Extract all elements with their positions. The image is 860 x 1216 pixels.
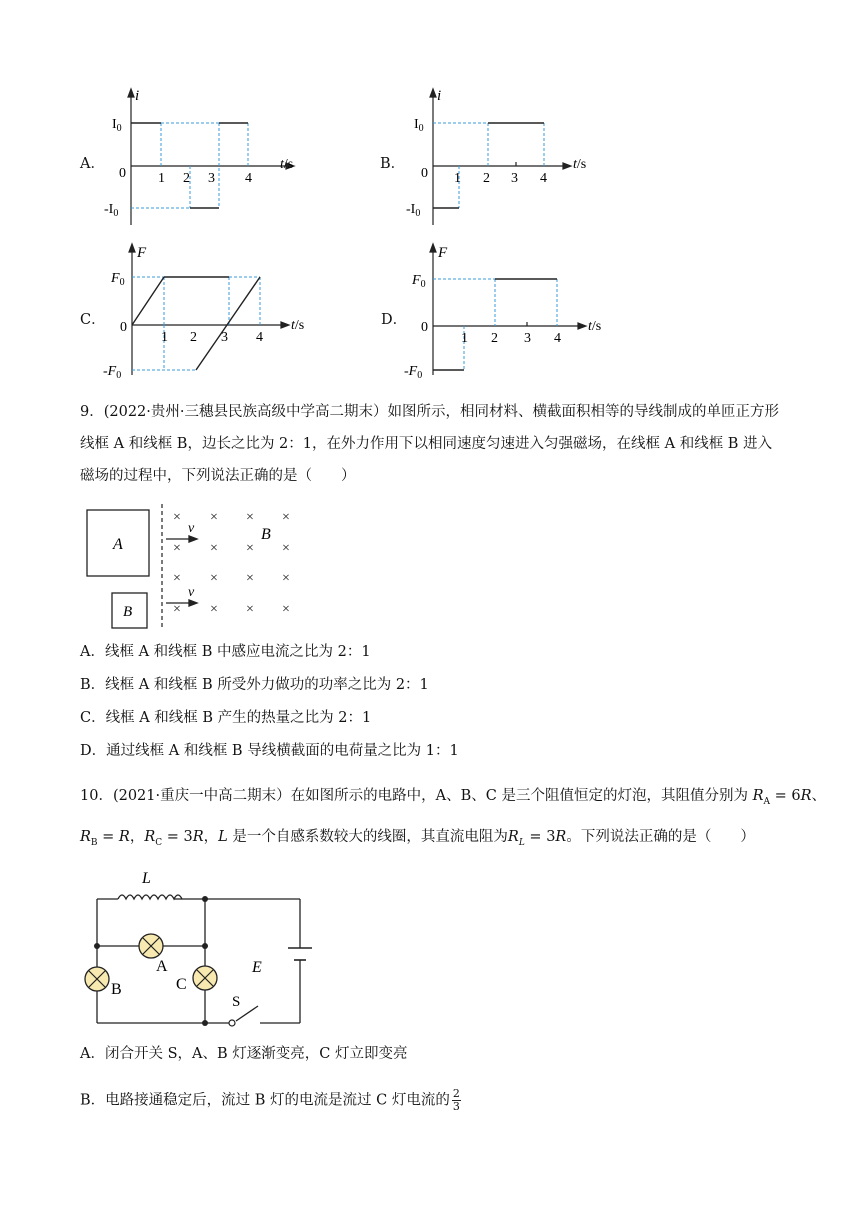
q10-stem-line1: 10．(2021·重庆一中高二期末）在如图所示的电路中，A、B、C 是三个阻值恒定的灯泡，其阻值分别为 $R_A = 6R$、 [80,788,826,807]
svg-text:t/s: t/s [588,319,602,334]
q9-option-b: B．线框 A 和线框 B 所受外力做功的功率之比为 2：1 [80,677,429,693]
tick-4: 4 [245,171,252,186]
svg-text:-F0: $-F_0$ [404,364,423,380]
svg-text:2: 2 [190,330,197,345]
svg-text:×: × [173,571,181,586]
battery-label: E [252,959,262,976]
svg-text:t/s: t/s [291,318,305,333]
svg-text:4: 4 [256,330,263,345]
svg-text:×: × [210,510,218,525]
svg-text:4: 4 [540,171,547,186]
svg-text:3: 3 [511,171,518,186]
fraction [452,1088,461,1113]
q10-option-b [80,1088,461,1113]
option-b-label: B． [380,156,406,172]
neg-i0-label: $-I_0$ [104,202,119,219]
svg-text:i: i [437,88,442,104]
svg-text:×: × [246,602,254,617]
svg-text:×: × [246,510,254,525]
q9-option-c: C．线框 A 和线框 B 产生的热量之比为 2：1 [80,710,372,726]
svg-text:×: × [210,541,218,556]
option-c-label: C． [80,312,106,328]
frame-b-label: B [123,604,133,620]
svg-text:×: × [246,571,254,586]
svg-text:F0: $F_0$ [412,273,426,290]
frame-a-label: A [113,536,123,553]
svg-text:1: 1 [454,171,461,186]
q10-stem-line2: $R_B = R$，$R_C = 3R$，L 是一个自感系数较大的线圈，其直流电阻为$R_L = 3R$。下列说法正确的是（ ） [80,829,755,848]
lamp-c-label: C [176,976,187,993]
graph-d [397,240,622,380]
lamp-b [85,967,109,991]
x-axis-label: t/s [280,157,294,172]
svg-text:2: 2 [491,331,498,346]
battery-symbol [288,948,312,960]
graph-b [397,85,597,230]
junction-dots [94,896,208,1026]
graph-a [95,85,315,230]
svg-text:×: × [173,541,181,556]
svg-text:×: × [246,541,254,556]
svg-text:×: × [282,571,290,586]
velocity-label-a: v [188,521,195,536]
q10-option-b-text: B．电路接通稳定后，流过 B 灯的电流是流过 C 灯电流的 [80,1092,450,1109]
svg-text:4: 4 [554,331,561,346]
ra-formula: $R_A = 6R$ [752,788,812,807]
lamp-b-label: B [111,981,122,998]
svg-text:×: × [282,602,290,617]
l-symbol: L [218,829,228,845]
y-axis-arrow [128,89,134,97]
svg-text:0: 0 [120,320,127,335]
velocity-arrow-b [166,600,197,606]
inductor-coil [118,895,182,899]
field-label: B [261,526,271,543]
lamp-c [193,966,217,990]
svg-text:×: × [173,510,181,525]
q10-option-a: A．闭合开关 S，A、B 灯逐渐变亮，C 灯立即变亮 [80,1046,408,1062]
tick-2: 2 [183,171,190,186]
fraction-numerator: 2 [452,1087,460,1100]
y-axis-label: i [135,88,140,104]
svg-text:F: F [438,245,448,261]
svg-text:1: 1 [461,331,468,346]
svg-text:t/s: t/s [573,157,587,172]
rc-formula: $R_C = 3R$ [144,829,204,848]
tick-0: 0 [119,166,126,181]
svg-text:-F0: $-F_0$ [103,364,122,380]
lamp-a-label: A [156,958,168,975]
svg-text:×: × [210,602,218,617]
svg-text:3: 3 [221,330,228,345]
velocity-arrow-a [166,536,197,542]
svg-text:1: 1 [161,330,168,345]
fraction-denominator: 3 [452,1100,460,1113]
svg-text:×: × [173,602,181,617]
q9-option-a: A．线框 A 和线框 B 中感应电流之比为 2：1 [80,644,371,660]
lamp-a [139,934,163,958]
svg-text:×: × [282,510,290,525]
graph-c [95,240,320,380]
option-d-label: D． [381,312,408,328]
switch-label: S [232,994,241,1010]
switch-pivot [229,1020,235,1026]
q9-option-d: D．通过线框 A 和线框 B 导线横截面的电荷量之比为 1：1 [80,743,459,759]
svg-text:×: × [282,541,290,556]
svg-text:I0: $I_0$ [414,117,424,134]
option-a-label: A． [80,156,105,172]
svg-text:0: 0 [421,166,428,181]
q10-circuit [80,866,320,1030]
q9-figure [80,502,320,630]
svg-text:-I0: $-I_0$ [406,202,421,219]
tick-3: 3 [208,171,215,186]
svg-text:2: 2 [483,171,490,186]
i0-label: $I_0$ [112,117,122,134]
rb-formula: $R_B = R$ [80,829,130,848]
inductor-label: L [142,870,151,887]
q9-stem: 9．(2022·贵州·三穗县民族高级中学高二期末）如图所示，相同材料、横截面积相等的导线制成的单匝正方形线框 A 和线框 B，边长之比为 2：1，在外力作用下以相同速度匀速进入匀强磁场，在线框 A 和线框 B 进入磁场的过程中，下列说法正确的是（ ） [80,404,779,484]
rl-formula: $R_L = 3R$ [507,829,567,848]
svg-text:F0: $F_0$ [111,271,125,288]
velocity-label-b: v [188,585,195,600]
svg-text:×: × [210,571,218,586]
svg-text:3: 3 [524,331,531,346]
svg-text:F: F [137,245,147,261]
q10-stem-text: 10．(2021·重庆一中高二期末）在如图所示的电路中，A、B、C 是三个阻值恒定的灯泡，其阻值分别为 [80,788,748,804]
svg-text:0: 0 [421,320,428,335]
tick-1: 1 [158,171,165,186]
